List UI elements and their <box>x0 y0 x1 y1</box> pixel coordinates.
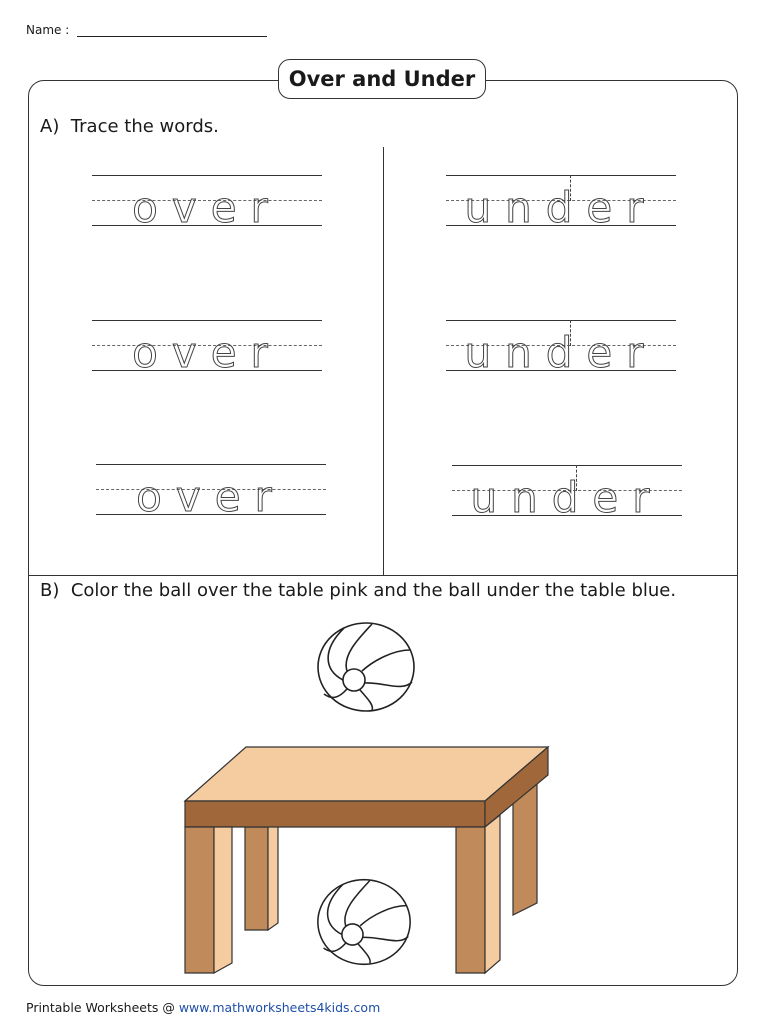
trace-word-text: over <box>132 328 282 377</box>
name-blank-line[interactable] <box>77 22 267 37</box>
trace-word-over-1[interactable] <box>92 175 322 235</box>
name-label: Name : <box>26 23 70 37</box>
section-a-letter: A) <box>40 116 60 137</box>
trace-word-over-2[interactable] <box>92 320 322 380</box>
name-field <box>26 22 267 37</box>
trace-word-text: over <box>132 183 282 232</box>
footer <box>26 1000 380 1015</box>
section-b-instruction: Color the ball over the table pink and the ball under the table blue. <box>70 580 677 601</box>
footer-link[interactable]: www.mathworksheets4kids.com <box>178 1000 381 1015</box>
worksheet-title: Over and Under <box>278 59 486 99</box>
section-b-letter: B) <box>40 580 60 601</box>
section-b-heading <box>40 580 676 601</box>
trace-word-over-3[interactable] <box>96 464 326 524</box>
section-divider <box>28 575 738 576</box>
trace-word-text: under <box>464 328 658 377</box>
column-divider <box>383 147 384 575</box>
ball-over-table[interactable] <box>314 620 418 714</box>
trace-word-text: over <box>136 472 286 521</box>
footer-prefix: Printable Worksheets @ <box>26 1000 179 1015</box>
trace-word-text: under <box>470 473 664 522</box>
trace-word-under-2[interactable] <box>446 320 676 380</box>
ball-under-table[interactable] <box>314 876 414 968</box>
section-a-instruction: Trace the words. <box>70 116 219 137</box>
section-a-heading <box>40 116 219 137</box>
trace-word-under-1[interactable] <box>446 175 676 235</box>
trace-word-under-3[interactable] <box>452 465 682 525</box>
trace-word-text: under <box>464 183 658 232</box>
